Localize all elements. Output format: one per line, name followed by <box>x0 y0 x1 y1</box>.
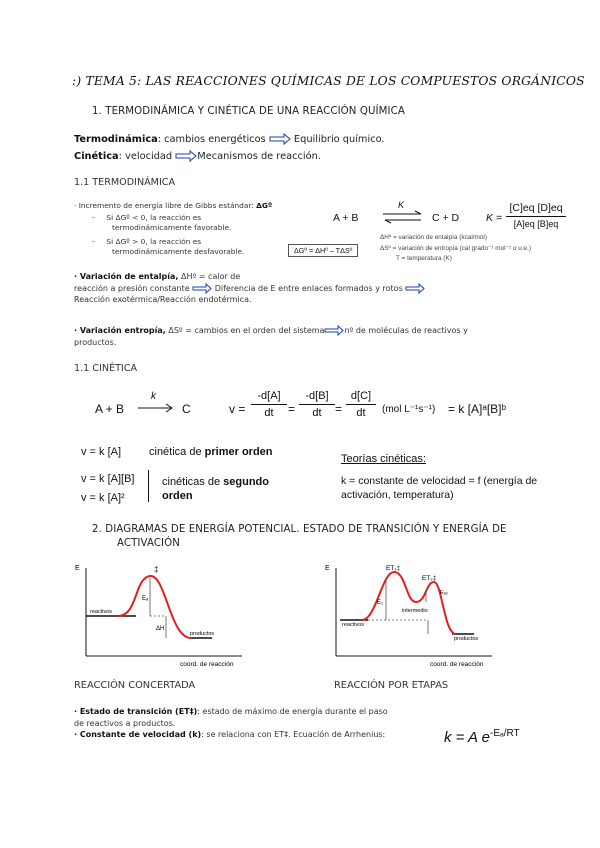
equilibrium-arrows-icon <box>381 210 425 224</box>
termo-heading: 1.1 TERMODINÁMICA <box>74 177 176 188</box>
termo-text: : cambios energéticos <box>157 134 266 145</box>
d1-productos-label: productos <box>190 631 215 637</box>
d2-axis-x-label: coord. de reacción <box>430 661 484 668</box>
d1-ts-label: ‡ <box>154 565 159 574</box>
cinetica-label: Cinética <box>74 151 119 162</box>
rate-fraction-b-num: -d[B] <box>305 390 329 402</box>
d1-axis-x-label: coord. de reacción <box>180 661 234 668</box>
d2-et1-label: ET₁‡ <box>386 565 401 572</box>
termo-label: Termodinámica <box>74 134 158 145</box>
second-order-eq-2: v = k [A]² <box>81 492 125 504</box>
d1-reactivos-label: reactivos <box>90 609 113 615</box>
second-order-bold-2: orden <box>162 490 193 502</box>
rate-v: v = <box>229 402 246 416</box>
et-text: : estado de máximo de energía durante el paso <box>197 707 388 716</box>
d2-intermedio-label: intermedio <box>402 608 428 614</box>
enthalpy-rest: ΔHº = calor de <box>178 272 241 281</box>
et-line-2: de reactivos a productos. <box>74 718 176 728</box>
entropy-rest-2: nº de moléculas de reactivos y <box>344 326 468 335</box>
stepwise-energy-diagram <box>322 560 502 670</box>
first-order-bold: primer orden <box>204 446 273 458</box>
d2-reactivos-label: reactivos <box>342 622 365 628</box>
gibbs-symbol: ΔGº <box>256 201 273 210</box>
concerted-energy-diagram <box>72 560 252 670</box>
page-title: :) TEMA 5: LAS REACCIONES QUÍMICAS DE LOS COMPUESTOS ORGÁNICOS <box>72 74 585 88</box>
d2-ea1-label: E₁ <box>377 600 384 606</box>
rate-fraction-b-den: dt <box>312 407 322 419</box>
enthalpy-label: · Variación de entalpía, <box>74 272 179 281</box>
second-order-text <box>162 475 269 503</box>
theories-line-2: activación, temperatura) <box>341 489 454 501</box>
cinetica-line <box>74 151 321 162</box>
d2-axis-y-label: E <box>325 565 330 572</box>
section-2-heading <box>92 523 507 551</box>
legend-entropy: ΔSº = variación de entropía (cal grado⁻¹ mol⁻¹ o u.e.) <box>380 244 531 252</box>
kinetic-product: C <box>182 402 191 416</box>
theories-line-1: k = constante de velocidad = f (energía de <box>341 475 538 487</box>
equilibrium-products: C + D <box>432 212 460 224</box>
right-arrow-icon <box>405 284 425 293</box>
equilibrium-k: K <box>398 200 405 210</box>
k-text: : se relaciona con ET‡. Ecuación de Arrhenius: <box>201 730 386 739</box>
entropy-line-2: productos. <box>74 337 117 347</box>
termo-line <box>74 134 385 145</box>
equals-2: = <box>335 402 343 416</box>
gibbs-formula-box: ΔGº = ΔHº – TΔSº <box>288 244 358 257</box>
right-arrow-icon <box>269 134 291 144</box>
rate-fraction-a <box>251 390 287 419</box>
arrhenius-exponent: -Eₐ/RT <box>490 728 520 739</box>
first-order-equation: v = k [A] <box>81 446 122 458</box>
gibbs-intro <box>74 201 272 211</box>
rate-fraction-a-num: -d[A] <box>257 390 281 402</box>
section-2-heading-line-2: ACTIVACIÓN <box>117 538 180 549</box>
kinetic-reactants: A + B <box>95 402 125 416</box>
reaction-arrow-icon <box>136 402 176 414</box>
right-arrow-icon <box>324 326 344 335</box>
bullet-1-line-1: Si ΔGº < 0, la reacción es <box>106 213 202 222</box>
rate-fraction-c-num: d[C] <box>350 390 372 402</box>
d2-et2-label: ET₂‡ <box>422 575 437 582</box>
bracket-divider <box>148 470 149 502</box>
d2-ea2-label: Eₐ₂ <box>440 590 448 596</box>
rate-units: (mol L⁻¹s⁻¹) <box>382 404 436 415</box>
section-1-heading: 1. TERMODINÁMICA Y CINÉTICA DE UNA REACCIÓN QUÍMICA <box>92 106 405 117</box>
d2-productos-label: productos <box>454 636 479 642</box>
cinetica-heading: 1.1 CINÉTICA <box>74 363 138 374</box>
bullet-1-line-2: termodinámicamente favorable. <box>112 222 232 232</box>
bullet-2-line-1: Si ΔGº > 0, la reacción es <box>106 237 202 246</box>
d1-ea-label: Eₐ <box>142 596 149 602</box>
footer-et <box>74 706 388 729</box>
k-fraction <box>506 202 566 229</box>
entropy-label: · Variación entropía, <box>74 326 166 335</box>
d1-axis-y-label: E <box>75 565 80 572</box>
et-label: · Estado de transición (ET‡) <box>74 707 198 716</box>
caption-etapas: REACCIÓN POR ETAPAS <box>334 680 449 691</box>
entropy-rest: ΔSº = cambios en el orden del sistema <box>165 326 325 335</box>
d1-energy-curve <box>118 576 192 638</box>
theories-title: Teorías cinéticas: <box>341 453 426 465</box>
second-order-label: cinéticas de <box>162 476 221 488</box>
k-numerator: [C]eq [D]eq <box>509 202 563 214</box>
equals-1: = <box>288 402 296 416</box>
kinetic-k: k <box>151 391 156 402</box>
cinetica-text: : velocidad <box>118 151 173 162</box>
enthalpy-block <box>74 271 425 306</box>
arrhenius-base: k = A e <box>444 729 490 746</box>
thermo-legend <box>380 233 531 265</box>
first-order-label: cinética de <box>149 446 202 458</box>
second-order-eq-1: v = k [A][B] <box>81 473 135 485</box>
first-order-text <box>149 446 273 458</box>
bullet-1: - Si ΔGº < 0, la reacción es termodinámicamente favorable. <box>92 213 232 232</box>
bullet-2-line-2: termodinámicamente desfavorable. <box>112 246 245 256</box>
rate-fraction-b <box>299 390 335 419</box>
termo-result: Equilibrio químico. <box>293 134 385 145</box>
arrhenius-equation <box>444 728 520 746</box>
k-expression: K = <box>486 212 503 224</box>
section-2-heading-line-1: 2. DIAGRAMAS DE ENERGÍA POTENCIAL. ESTADO DE TRANSICIÓN Y ENERGÍA DE <box>92 524 507 535</box>
rate-fraction-a-den: dt <box>264 407 274 419</box>
second-order-bold-1: segundo <box>223 476 269 488</box>
rate-fraction-c-den: dt <box>356 407 366 419</box>
rate-law: = k [A]ᵃ[B]ᵇ <box>448 402 507 416</box>
gibbs-intro-text: · Incremento de energía libre de Gibbs estándar: <box>74 201 254 210</box>
equilibrium-reactants: A + B <box>333 212 359 224</box>
right-arrow-icon <box>192 284 212 293</box>
entropy-block <box>74 325 468 348</box>
enthalpy-line-3: Reacción exotérmica/Reacción endotérmica. <box>74 295 252 304</box>
bullet-2: - Si ΔGº > 0, la reacción es termodinámicamente desfavorable. <box>92 237 245 256</box>
legend-enthalpy: ΔHº = variación de entalpía (kcal/mol) <box>380 234 487 241</box>
caption-concertada: REACCIÓN CONCERTADA <box>74 680 196 691</box>
legend-temperature: T = temperatura (K) <box>396 255 452 262</box>
cinetica-result: Mecanismos de reacción. <box>197 151 321 162</box>
footer-k <box>74 730 385 740</box>
enthalpy-line-2: reacción a presión constante <box>74 283 190 293</box>
k-label: · Constante de velocidad (k) <box>74 730 202 739</box>
enthalpy-line-2b: Diferencia de E entre enlaces formados y rotos <box>214 283 403 293</box>
rate-fraction-c <box>346 390 376 419</box>
k-denominator: [A]eq [B]eq <box>513 219 559 229</box>
theories-text <box>341 474 537 502</box>
d1-dh-label: ΔH <box>156 626 165 632</box>
right-arrow-icon <box>175 151 197 161</box>
